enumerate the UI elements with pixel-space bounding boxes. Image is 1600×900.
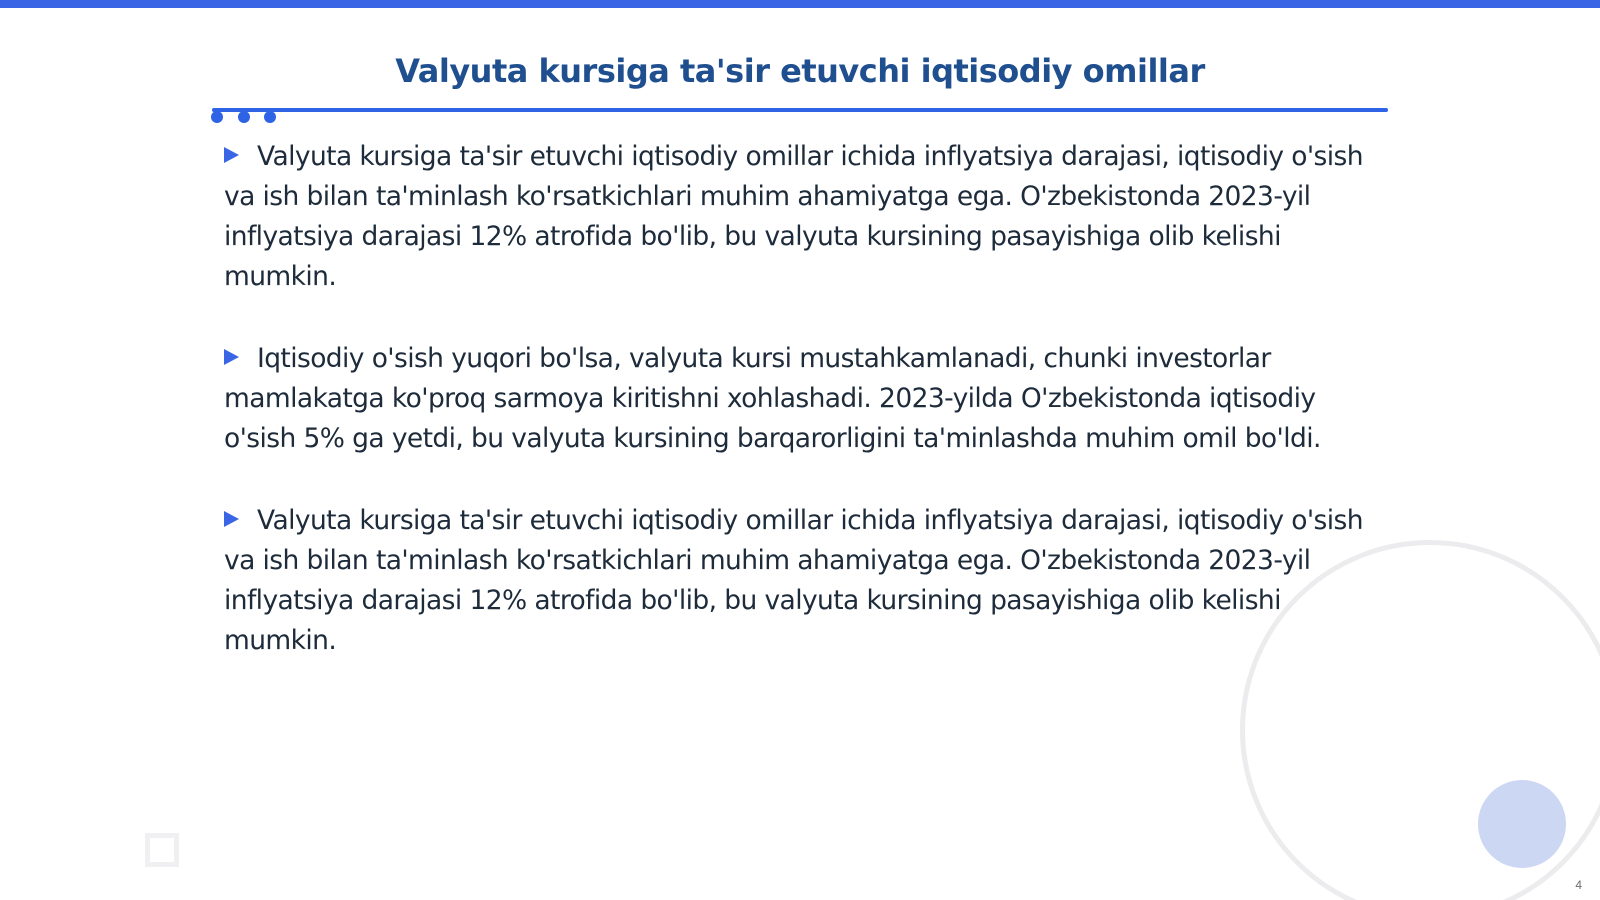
bullet-text: Valyuta kursiga ta'sir etuvchi iqtisodiy omillar ichida inflyatsiya darajasi, iqtisodiy o'sish va ish bilan ta'minlash ko'rsatkichlari muhim ahamiyatga ega. O'zbekistonda 2023-yil inflyatsiya darajasi 12% atrofida bo'lib, bu valyuta kursining pasayishiga olib kelishi mumkin. xyxy=(224,505,1363,656)
decorative-circle xyxy=(1478,780,1566,868)
top-accent-bar xyxy=(0,0,1600,8)
decorative-square xyxy=(145,833,179,867)
title-underline xyxy=(212,108,1388,112)
triangle-right-icon xyxy=(224,349,239,365)
bullet-text: Valyuta kursiga ta'sir etuvchi iqtisodiy omillar ichida inflyatsiya darajasi, iqtisodiy o'sish va ish bilan ta'minlash ko'rsatkichlari muhim ahamiyatga ega. O'zbekistonda 2023-yil inflyatsiya darajasi 12% atrofida bo'lib, bu valyuta kursining pasayishiga olib kelishi mumkin. xyxy=(224,141,1363,292)
decorative-dot xyxy=(264,111,276,123)
page-number: 4 xyxy=(1575,878,1582,892)
bullet-text: Iqtisodiy o'sish yuqori bo'lsa, valyuta kursi mustahkamlanadi, chunki investorlar mamlakatga ko'proq sarmoya kiritishni xohlashadi. 2023-yilda O'zbekistonda iqtisodiy o'sish 5% ga yetdi, bu valyuta kursining barqarorligini ta'minlashda muhim omil bo'ldi. xyxy=(224,343,1321,454)
decorative-dot xyxy=(211,111,223,123)
bullet-item xyxy=(224,339,1364,459)
bullet-item xyxy=(224,137,1364,297)
bullet-item xyxy=(224,501,1364,661)
bullet-list xyxy=(224,137,1364,703)
triangle-right-icon xyxy=(224,511,239,527)
slide-title: Valyuta kursiga ta'sir etuvchi iqtisodiy omillar xyxy=(395,52,1205,90)
triangle-right-icon xyxy=(224,147,239,163)
decorative-dot xyxy=(238,111,250,123)
